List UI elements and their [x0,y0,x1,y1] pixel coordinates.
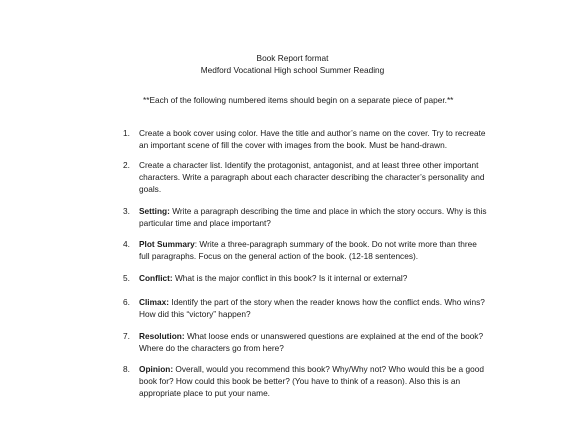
item-text-line: Resolution: What loose ends or unanswered questions are explained at the end of the book? [139,331,484,341]
item-text-line: Plot Summary: Write a three-paragraph summary of the book. Do not write more than three [139,239,477,249]
instruction-note: **Each of the following numbered items should begin on a separate piece of paper.** [143,95,454,105]
item-label: Conflict: [139,273,173,283]
item-number: 3. [123,206,130,216]
item-number: 5. [123,273,130,283]
item-number: 7. [123,331,130,341]
document-subtitle: Medford Vocational High school Summer Reading [200,65,385,75]
item-text-line: Create a character list. Identify the protagonist, antagonist, and at least three other important [139,160,479,170]
item-label: Setting: [139,206,170,216]
item-text-line: an important scene of fill the cover with images from the book. Must be hand-drawn. [139,140,448,150]
item-text-line: Climax: Identify the part of the story when the reader knows how the conflict ends. Who wins? [139,297,485,307]
item-number: 2. [123,160,130,170]
item-label: Opinion: [139,364,174,374]
item-text-line: appropriate place to put your name. [139,388,270,398]
item-text-line: goals. [139,184,162,194]
item-text-line: characters. Write a paragraph about each character describing the character’s personality and [139,172,485,182]
document-title: Book Report format [256,53,329,63]
item-text-line: How did this “victory” happen? [139,309,251,319]
item-number: 8. [123,364,130,374]
item-text-line: Setting: Write a paragraph describing the time and place in which the story occurs. Why is this [139,206,487,216]
item-number: 6. [123,297,130,307]
item-text-line: book for? How could this book be better? (You have to think of a reason). Also this is an [139,376,461,386]
item-number: 4. [123,239,130,249]
item-label: Plot Summary [139,239,195,249]
item-text-line: full paragraphs. Focus on the general action of the book. (12-18 sentences). [139,251,419,261]
item-text-line: Create a book cover using color. Have the title and author’s name on the cover. Try to recreate [139,128,486,138]
item-text-line: Where do the characters go from here? [139,343,284,353]
item-text-line: Opinion: Overall, would you recommend this book? Why/Why not? Who would this be a good [139,364,484,374]
item-label: Climax: [139,297,169,307]
item-number: 1. [123,128,130,138]
item-label: Resolution: [139,331,185,341]
item-text-line: Conflict: What is the major conflict in this book? Is it internal or external? [139,273,408,283]
item-text-line: particular time and place important? [139,218,271,228]
